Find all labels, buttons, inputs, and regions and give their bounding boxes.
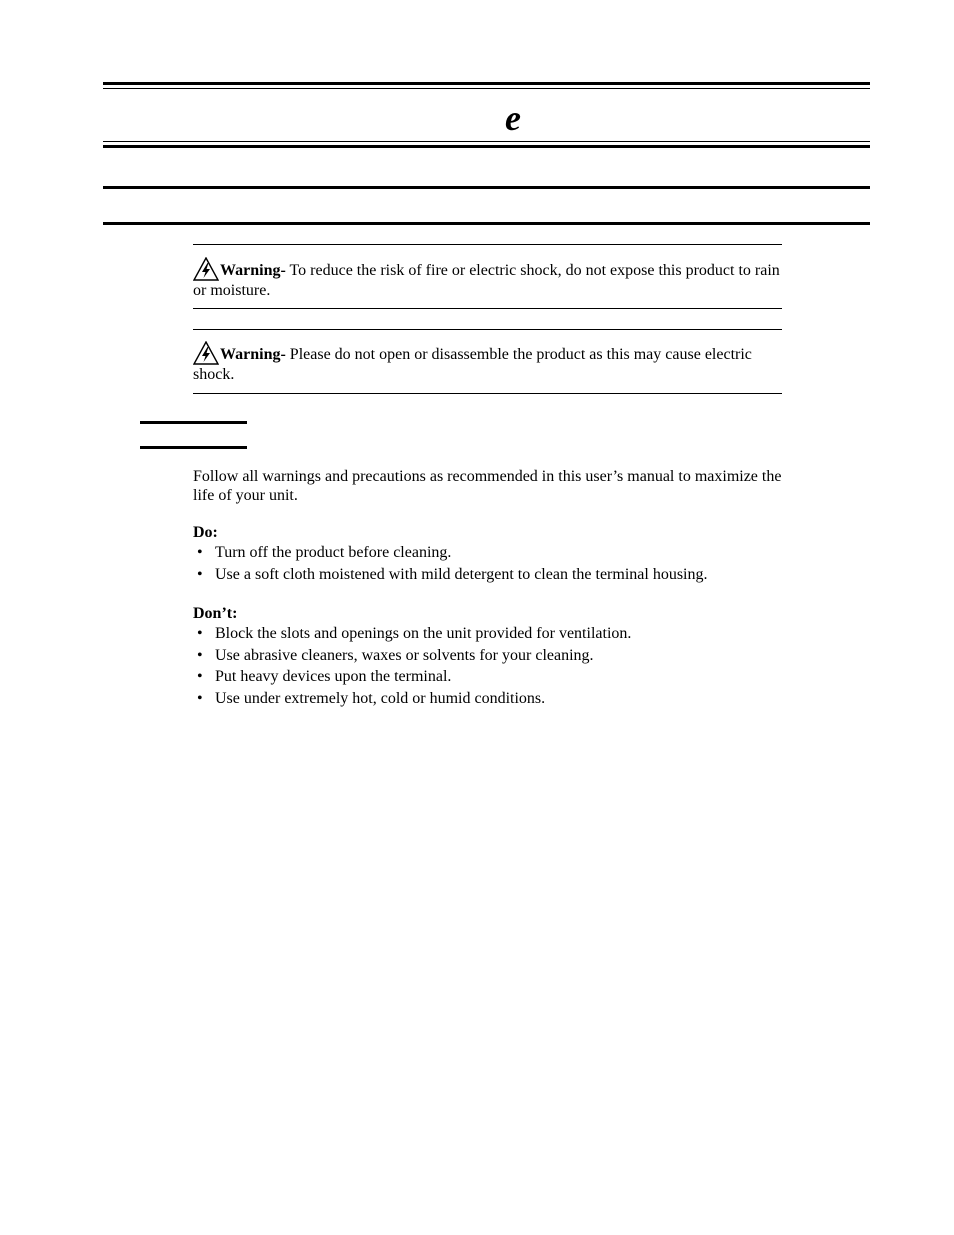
bullet-glyph: • — [197, 646, 203, 664]
bullet-glyph: • — [197, 544, 203, 561]
list-item: • Use a soft cloth moistened with mild detergent to clean the terminal housing. — [193, 564, 707, 586]
list-item: • Use abrasive cleaners, waxes or solvents for your cleaning. — [193, 645, 631, 667]
warning-1-rule-bottom — [193, 308, 782, 309]
title-rule-top-thick — [103, 82, 870, 85]
lightning-warning-icon — [193, 257, 219, 281]
warning-2 — [193, 341, 782, 384]
title-glyph: e — [505, 98, 521, 138]
warning-1-rule-top — [193, 244, 782, 245]
list-item: • Use under extremely hot, cold or humid conditions. — [193, 688, 631, 710]
title-rule-top-thin — [103, 88, 870, 89]
dont-heading: Don’t: — [193, 605, 238, 622]
do-heading: Do: — [193, 524, 218, 541]
section-rule-2 — [103, 222, 870, 225]
bullet-glyph: • — [197, 565, 203, 583]
care-heading-rule-bottom — [140, 446, 247, 449]
care-heading-rule-top — [140, 421, 247, 424]
warning-2-rule-top — [193, 329, 782, 330]
warning-1-text: To reduce the risk of fire or electric shock, do not expose this product to rain or moisture. — [193, 262, 780, 299]
warning-1 — [193, 257, 782, 300]
list-item: • Put heavy devices upon the terminal. — [193, 666, 631, 688]
warning-2-label: Warning- — [220, 346, 286, 363]
do-list — [193, 542, 707, 585]
list-item: • Turn off the product before cleaning. — [193, 542, 707, 564]
dont-list — [193, 623, 631, 710]
warning-2-text: Please do not open or disassemble the product as this may cause electric shock. — [193, 346, 752, 383]
bullet-glyph: • — [197, 668, 203, 686]
care-intro: Follow all warnings and precautions as recommended in this user’s manual to maximize the life of your unit. — [193, 468, 782, 504]
bullet-glyph: • — [197, 690, 203, 708]
title-rule-bottom-thin — [103, 141, 870, 142]
warning-2-rule-bottom — [193, 393, 782, 394]
warning-1-label: Warning- — [220, 262, 286, 279]
lightning-warning-icon — [193, 341, 219, 365]
bullet-glyph: • — [197, 625, 203, 642]
title-rule-bottom-thick — [103, 145, 870, 148]
list-item: • Block the slots and openings on the unit provided for ventilation. — [193, 623, 631, 645]
section-rule-1 — [103, 186, 870, 189]
